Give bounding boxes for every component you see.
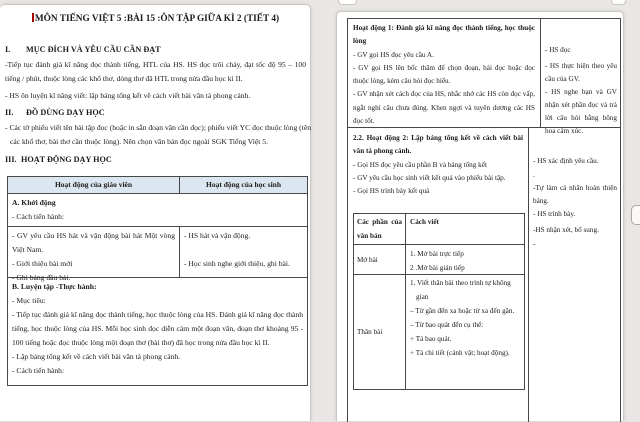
- page-title: [5, 13, 306, 25]
- previous-page-bottom-corner-left: [338, 0, 357, 5]
- teacher-cell: 2.2. Hoạt động 2: Lập bảng tổng kết về cách viết bài văn tả phong cảnh. - Gọi HS đọc yêu cầu phần B và bảng tổng kết - GV yêu cầu học sinh viết kết quả vào phiếu bài tập. - Gọi HS trình bày kết quả Các phần của văn bản Cách viết Mở bài 1. Mở bài trực tiếp 2 .Mở bài gián tiếp Thân bài 1. Viết thân bài theo trình tự không gian – Từ gần đến xa hoặc từ xa đến gần. – Từ bao quát đến cụ thể: + Tả bao quát. + Tả chi tiết (cảnh vật; hoạt động).: [348, 128, 529, 422]
- summary-table: [353, 213, 525, 390]
- summary-table-header: Các phần của văn bản Cách viết: [354, 214, 524, 245]
- previous-page-bottom-corner-right: [611, 0, 626, 5]
- activity-table: [7, 176, 308, 386]
- section-heading-3: III. HOẠT ĐỘNG DẠY HỌC: [5, 154, 112, 164]
- paragraph: - HS ôn luyện kĩ năng viết: lập bảng tổng kết về cách viết bài văn tả phong cảnh.: [5, 90, 251, 100]
- student-cell: - HS hát và vận động. - Học sinh nghe giới thiệu, ghi bài.: [184, 230, 290, 268]
- activity-table-continued: [347, 18, 621, 422]
- teacher-cell: - GV yêu cầu HS hát và vận động bài hát Một vòng Việt Nam. - Giới thiệu bài mới - Ghi bảng đầu bài.: [8, 227, 180, 277]
- table-row: [8, 227, 307, 282]
- teacher-cell: Hoạt động 1: Đánh giá kĩ năng đọc thành tiếng, học thuộc lòng - GV gọi HS đọc yêu cầu A. - GV gọi HS lên bốc thăm để chọn đoạn, bài đọc hoặc đọc thuộc lòng, kèm câu hỏi đọc hiểu. - GV nhận xét cách đọc của HS, nhắc nhở các HS còn đọc vấp, ngắt nghỉ câu chưa đúng. Khen ngợi và tuyên dương các HS đọc tốt.: [348, 19, 541, 127]
- activity-table-header: [8, 177, 307, 194]
- student-cell: - HS xác định yêu cầu. . -Tự làm cá nhân hoàn thiện bảng. - HS trình bày. -HS nhận xét, bổ sung. -: [533, 157, 617, 248]
- lesson-title-text: MÔN TIẾNG VIỆT 5 :BÀI 15 :ÔN TẬP GIỮA KÌ 2 (TIẾT 4): [34, 14, 280, 24]
- table-row: [348, 19, 620, 135]
- section-heading-2: II. ĐỒ DÙNG DẠY HỌC: [5, 108, 105, 118]
- section-heading-1: I. MỤC ĐÍCH VÀ YÊU CẦU CẦN ĐẠT: [5, 45, 161, 54]
- student-cell: - HS đọc - HS thực hiện theo yêu cầu của GV. - HS nghe bạn và GV nhận xét phần đọc và trả lời câu hỏi bằng bông hoa cảm xúc.: [545, 46, 617, 135]
- paragraph: - Các tờ phiếu viết tên bài tập đọc (hoặc in sẵn đoạn văn cần đọc); phiếu viết YC đọc thuộc lòng (tên các khổ thơ, bài thơ cần thuộc lòng). Nên chọn văn bản đọc ngoài SGK Tiếng Việt 5.: [5, 123, 311, 147]
- table-row: B. Luyện tập -Thực hành: - Mục tiêu: - Tiếp tục đánh giá kĩ năng đọc thành tiếng, học thuộc lòng của HS. Đánh giá kĩ năng đọc thành tiếng, học thuộc lòng của HS. Mỗi học sinh đọc diễn cảm một đoạn văn, đoạn thơ khoảng 95 - 100 tiếng hoặc đọc thuộc lòng một đoạn thơ (bài thơ) đã học trong nửa đầu học kì II. - Lập bảng tổng kết về cách viết bài văn tả phong cảnh. - Cách tiến hành:: [12, 281, 303, 375]
- summary-row-than-bai: Thân bài 1. Viết thân bài theo trình tự không gian – Từ gần đến xa hoặc từ xa đến gần. – Từ bao quát đến cụ thể: + Tả bao quát. + Tả chi tiết (cảnh vật; hoạt động).: [354, 275, 524, 389]
- summary-row-mo-bai: Mở bài 1. Mở bài trực tiếp 2 .Mở bài gián tiếp: [354, 245, 524, 275]
- page-2: [336, 11, 624, 421]
- header-cell-student: Hoạt động của học sinh: [205, 179, 282, 189]
- header-cell-teacher: Hoạt động của giáo viên: [8, 177, 180, 193]
- scrollbar-thumb[interactable]: [631, 205, 640, 225]
- text-cursor-icon: [32, 13, 34, 22]
- page-1: [0, 4, 311, 421]
- table-row: A. Khởi động - Cách tiến hành:: [8, 194, 307, 227]
- paragraph: -Tiếp tục đánh giá kĩ năng đọc thành tiếng, HTL của HS. HS đọc trôi chảy, đạt tốc độ 95 – 100 tiếng / phút, thuộc lòng các khổ thơ, dòng thơ đã HTL trong nửa đầu học kì II.: [5, 60, 306, 83]
- table-row: [348, 128, 620, 422]
